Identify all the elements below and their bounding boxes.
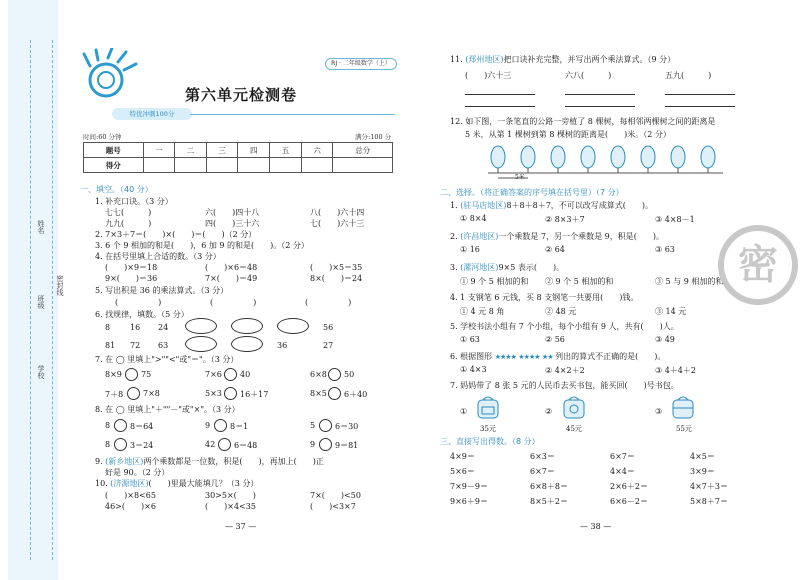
q1-item: 六( )四十八	[205, 208, 260, 217]
table-cell: 五	[270, 143, 302, 158]
answer-line[interactable]	[665, 106, 735, 107]
tree-icon	[701, 146, 715, 168]
q1-item: 七七( )	[105, 208, 152, 217]
score-input[interactable]	[270, 158, 302, 173]
q1-item: 四( )三十六	[205, 219, 260, 228]
table-cell: 二	[175, 143, 207, 158]
c2-text: 2. (许昌地区)一个乘数是 7，另一个乘数是 9，积是( )。	[450, 232, 664, 241]
q7-left: 6×8	[310, 370, 327, 379]
c3-body: 9×5 表示( )。	[498, 263, 565, 272]
calc-item[interactable]: 5×6＝	[450, 467, 475, 476]
score-input[interactable]	[333, 158, 393, 173]
section-3-heading: 三、直接写出得数。（8 分）	[440, 437, 540, 446]
q8-right: 6＝48	[234, 441, 258, 450]
c6-text	[450, 351, 665, 362]
region-tag: (驻马店地区)	[460, 201, 507, 210]
calc-item[interactable]: 6×7＝	[610, 452, 635, 461]
q11-item: ( )六十三	[465, 71, 512, 80]
q10-item: 30>5×( )	[205, 491, 256, 500]
answer-oval[interactable]	[185, 318, 217, 334]
c2-body: 一个乘数是 7，另一个乘数是 9，积是( )。	[498, 232, 664, 241]
q8-right: 8＝1	[230, 422, 249, 431]
calc-item[interactable]: 9×6＋9＝	[450, 497, 488, 506]
q1-item: 九九( )	[105, 219, 152, 228]
table-cell: 题号	[84, 143, 144, 158]
c3-text: 3. (漯河地区)9×5 表示( )。	[450, 263, 565, 272]
c1-text: 1. (驻马店地区)8＋8＋8＋7，不可以改写成算式( )。	[450, 201, 654, 210]
table-cell: 六	[301, 143, 333, 158]
q11-item: 六八( )	[565, 71, 612, 80]
option-1[interactable]: ①	[460, 407, 468, 416]
c1-body: 8＋8＋8＋7，不可以改写成算式( )。	[506, 201, 654, 210]
q7-right: 7×8	[143, 389, 160, 398]
answer-line[interactable]	[565, 94, 635, 95]
score-input[interactable]	[301, 158, 333, 173]
table-cell: 四	[238, 143, 270, 158]
option-1[interactable]: ① 9 个 5 相加的和	[460, 277, 529, 286]
calc-item[interactable]: 4×4＝	[610, 467, 635, 476]
section-1-heading: 一、填空。（40 分）	[80, 185, 153, 194]
answer-line[interactable]	[565, 106, 635, 107]
c6-body-a: 6. 根据图形	[450, 352, 493, 361]
operator-circle[interactable]	[319, 419, 332, 432]
table-row	[84, 158, 393, 173]
q6-number: 72	[130, 341, 141, 350]
q8-text: 8. 在 ◯ 里填上"＋""－"或"×"。（3 分）	[95, 405, 240, 414]
score-input[interactable]	[238, 158, 270, 173]
q4-item: ( )×5＝35	[310, 263, 363, 272]
option-3[interactable]: ③ 5 与 9 相加的和	[655, 277, 724, 286]
option-2[interactable]: ② 48 元	[545, 307, 577, 316]
answer-line[interactable]	[665, 94, 735, 95]
calc-item[interactable]: 6×7＝	[530, 467, 555, 476]
q8-left: 8	[105, 421, 111, 430]
logo-swirl-icon	[80, 48, 140, 103]
q4-item: 7×( )＝49	[205, 274, 258, 283]
q9-text-cont: 好是 90。（2 分）	[105, 468, 170, 477]
q8-left: 5	[310, 421, 316, 430]
q8-left: 9	[310, 440, 316, 449]
star-group-icon: ★★★★	[518, 353, 540, 361]
calc-item[interactable]: 4×9＝	[450, 452, 475, 461]
q5-item: ( )	[305, 298, 352, 307]
q7-left: 5×3	[205, 389, 222, 398]
q6-number: 81	[105, 341, 116, 350]
option-2[interactable]: ② 64	[545, 245, 565, 254]
q10-body: ( )里最大能填几？（3 分）	[148, 479, 259, 488]
option-1[interactable]: ① 4 元 8 角	[460, 307, 505, 316]
q5-text: 5. 写出积是 36 的乘法算式。（3 分）	[95, 286, 229, 295]
seal-line-outer	[52, 40, 53, 560]
q9-body: 两个乘数都是一位数，积是( )，再加上( )正	[143, 457, 324, 466]
q4-item: 8×( )＝24	[310, 274, 363, 283]
price-label: 35元	[480, 425, 496, 433]
c4-text: 4. 1 支钢笔 6 元钱，买 8 支钢笔一共要用( )钱。	[450, 293, 639, 302]
q4-item: ( )×9＝18	[105, 263, 158, 272]
q7-right: 75	[141, 370, 152, 379]
compare-circle[interactable]	[127, 387, 140, 400]
compare-circle[interactable]	[125, 368, 138, 381]
region-tag: (漯河地区)	[460, 263, 499, 272]
table-row	[84, 143, 393, 158]
table-cell: 总分	[333, 143, 393, 158]
region-tag: (新乡地区)	[105, 457, 144, 466]
q6-number: 63	[158, 341, 169, 350]
binding-gutter	[0, 0, 64, 580]
q10-item: ( )×8<65	[105, 491, 156, 500]
q6-number: 27	[323, 341, 334, 350]
q7-right: 40	[240, 370, 251, 379]
q11-item: 五九( )	[665, 71, 712, 80]
calc-item[interactable]: 3×9＝	[690, 467, 715, 476]
answer-oval[interactable]	[185, 336, 217, 352]
option-1[interactable]: ① 16	[460, 245, 480, 254]
q7-left: 7＋8	[105, 390, 124, 399]
q4-item: 9×( )＝36	[105, 274, 158, 283]
tree-icon	[611, 146, 625, 168]
q8-left: 42	[205, 440, 216, 449]
backpack-icon	[669, 394, 697, 420]
q6-number: 16	[130, 323, 141, 332]
region-tag: (济源地区)	[110, 479, 149, 488]
q6-number: 56	[323, 323, 334, 332]
q6-number: 8	[105, 323, 111, 332]
q10-item: 7×( )<50	[310, 491, 361, 500]
option-3[interactable]: ③ 49	[655, 335, 675, 344]
q3-text: 3. 6 个 9 相加的和是( )，6 加 9 的和是( )。（2 分）	[95, 241, 309, 250]
price-label: 45元	[566, 425, 582, 433]
option-2[interactable]: ② 4×2＋2	[545, 366, 585, 375]
grade-badge: RJ · 二年级数学（上）	[325, 58, 397, 70]
q8-left: 8	[105, 440, 111, 449]
score-input[interactable]	[143, 158, 175, 173]
school-label: 学校	[37, 365, 45, 379]
operator-circle[interactable]	[319, 438, 332, 451]
tree-icon	[491, 146, 505, 168]
calc-item[interactable]: 6×6－2＝	[610, 497, 648, 506]
backpack-icon	[474, 394, 502, 420]
answer-oval[interactable]	[277, 318, 309, 334]
c7-text: 7. 妈妈带了 8 张 5 元的人民币去买书包，能买回( )号书包。	[450, 381, 679, 390]
q6-number: 24	[158, 323, 169, 332]
q4-item: ( )×6＝48	[205, 263, 258, 272]
answer-line[interactable]	[465, 94, 535, 95]
calc-item[interactable]: 4×7＋3＝	[690, 482, 728, 491]
answer-oval[interactable]	[231, 318, 263, 334]
calc-item[interactable]: 8×5＋2＝	[530, 497, 568, 506]
calc-item[interactable]: 4×5＝	[690, 452, 715, 461]
q5-item: ( )	[115, 298, 162, 307]
calc-item[interactable]: 7×9－9＝	[450, 482, 488, 491]
calc-item[interactable]: 5×8＋7＝	[690, 497, 728, 506]
q8-right: 3＝24	[130, 441, 154, 450]
seal-watermark-icon: 密	[718, 225, 798, 305]
q7-left: 8×9	[105, 370, 122, 379]
page-title: 第六单元检测卷	[185, 86, 298, 104]
option-1[interactable]: ① 63	[460, 335, 480, 344]
q8-right: 6＝30	[335, 422, 359, 431]
c5-text: 5. 学校书法小组有 7 个小组，每个小组有 9 人，共有( )人。	[450, 322, 679, 331]
q12-text-cont: 5 米，从第 1 棵树到第 8 棵树的距离是( )米。（2 分）	[465, 130, 671, 139]
operator-circle[interactable]	[214, 419, 227, 432]
answer-oval[interactable]	[231, 336, 263, 352]
q9-text: 9. (新乡地区)两个乘数都是一位数，积是( )，再加上( )正	[95, 457, 324, 466]
region-tag: (郑州地区)	[465, 55, 504, 64]
operator-circle[interactable]	[114, 438, 127, 451]
q7-left: 8×5	[310, 389, 327, 398]
option-3[interactable]: ③ 63	[655, 245, 675, 254]
q7-right: 6＋40	[344, 390, 368, 399]
q4-text: 4. 在括号里填上合适的数。（3 分）	[95, 252, 221, 261]
tree-icon	[521, 146, 535, 168]
star-group-icon: ★★★★	[494, 353, 516, 361]
option-1[interactable]: ① 8×4	[460, 214, 487, 223]
tree-icon	[641, 146, 655, 168]
q7-right: 16＋17	[240, 390, 269, 399]
q10-text: 10. (济源地区)( )里最大能填几？（3 分）	[95, 479, 259, 488]
calc-item[interactable]: 6×3＝	[530, 452, 555, 461]
table-cell: 三	[206, 143, 238, 158]
compare-circle[interactable]	[328, 368, 341, 381]
q2-text: 2. 7×3＋7＝( )×( )＝( )（2 分）	[95, 230, 257, 239]
name-label: 姓名	[37, 220, 45, 234]
q10-item: 46>( )×6	[105, 502, 156, 511]
class-label: 班级	[37, 295, 45, 309]
q6-number: 36	[277, 341, 288, 350]
q7-right: 50	[344, 370, 355, 379]
option-3[interactable]: ③ 4×8－1	[655, 215, 695, 224]
option-2[interactable]: ② 8×3＋7	[545, 215, 585, 224]
seal-label: 密封线	[56, 275, 64, 296]
c6-body-b: 列出的算式不正确的是( )。	[555, 352, 666, 361]
option-3[interactable]: ③	[655, 407, 663, 416]
gutter-strip	[8, 0, 58, 580]
score-input[interactable]	[206, 158, 238, 173]
operator-circle[interactable]	[114, 419, 127, 432]
q8-right: 9＝81	[335, 441, 359, 450]
motto-banner: 特优冲刺100分	[112, 108, 192, 120]
header-rule	[190, 114, 395, 115]
full-score: 满分:100 分	[355, 133, 392, 141]
option-2[interactable]: ② 9 个 5 相加的和	[545, 277, 614, 286]
q5-item: ( )	[210, 298, 257, 307]
table-cell: 得分	[84, 158, 144, 173]
option-1[interactable]: ① 4×3	[460, 365, 487, 374]
q6-text: 6. 找规律，填数。（5 分）	[95, 310, 189, 319]
score-input[interactable]	[175, 158, 207, 173]
calc-item[interactable]: 2×6＋2＝	[610, 482, 648, 491]
section-2-heading: 二、选择。（将正确答案的序号填在括号里）（7 分）	[440, 188, 624, 197]
compare-circle[interactable]	[224, 368, 237, 381]
page-number-right: — 38 —	[580, 522, 612, 531]
backpack-icon	[560, 394, 588, 420]
price-label: 55元	[676, 425, 692, 433]
q11-body: 把口诀补充完整，并写出两个乘法算式。（9 分）	[503, 55, 676, 64]
q8-right: 8＝64	[130, 422, 154, 431]
option-2[interactable]: ②	[545, 407, 553, 416]
star-group-icon: ★★	[542, 353, 553, 361]
distance-label: 5米	[515, 174, 525, 181]
q1-item: 七( )六十三	[310, 219, 365, 228]
q12-text: 12. 如下图，一条笔直的公路一旁植了 8 棵树，每相邻两棵树之间的距离是	[450, 117, 716, 126]
region-tag: (许昌地区)	[460, 232, 499, 241]
q7-left: 7×6	[205, 370, 222, 379]
q7-text: 7. 在 ◯ 里填上">""<"或"＝"。（3 分）	[95, 355, 239, 364]
q10-item: ( )<3×7	[310, 502, 356, 511]
operator-circle[interactable]	[218, 438, 231, 451]
score-table	[83, 142, 393, 173]
time-limit: 时间:60 分钟	[83, 133, 122, 141]
tree-icon	[581, 146, 595, 168]
answer-line[interactable]	[465, 106, 535, 107]
calc-item[interactable]: 6×8＋8＝	[530, 482, 568, 491]
q1-text: 1. 补充口诀。（3 分）	[95, 197, 173, 206]
page-number-left: — 37 —	[225, 522, 257, 531]
q8-left: 9	[205, 421, 211, 430]
compare-circle[interactable]	[224, 387, 237, 400]
option-3[interactable]: ③ 14 元	[655, 307, 687, 316]
q11-text: 11. (郑州地区)把口诀补充完整，并写出两个乘法算式。（9 分）	[450, 55, 676, 64]
q1-item: 八( )六十四	[310, 208, 365, 217]
table-cell: 一	[143, 143, 175, 158]
q10-item: ( )×4<35	[205, 502, 256, 511]
option-3[interactable]: ③ 4＋4＋2	[655, 366, 696, 375]
seal-line	[30, 40, 31, 560]
option-2[interactable]: ② 56	[545, 335, 565, 344]
tree-icon	[551, 146, 565, 168]
tree-icon	[671, 146, 685, 168]
compare-circle[interactable]	[328, 387, 341, 400]
